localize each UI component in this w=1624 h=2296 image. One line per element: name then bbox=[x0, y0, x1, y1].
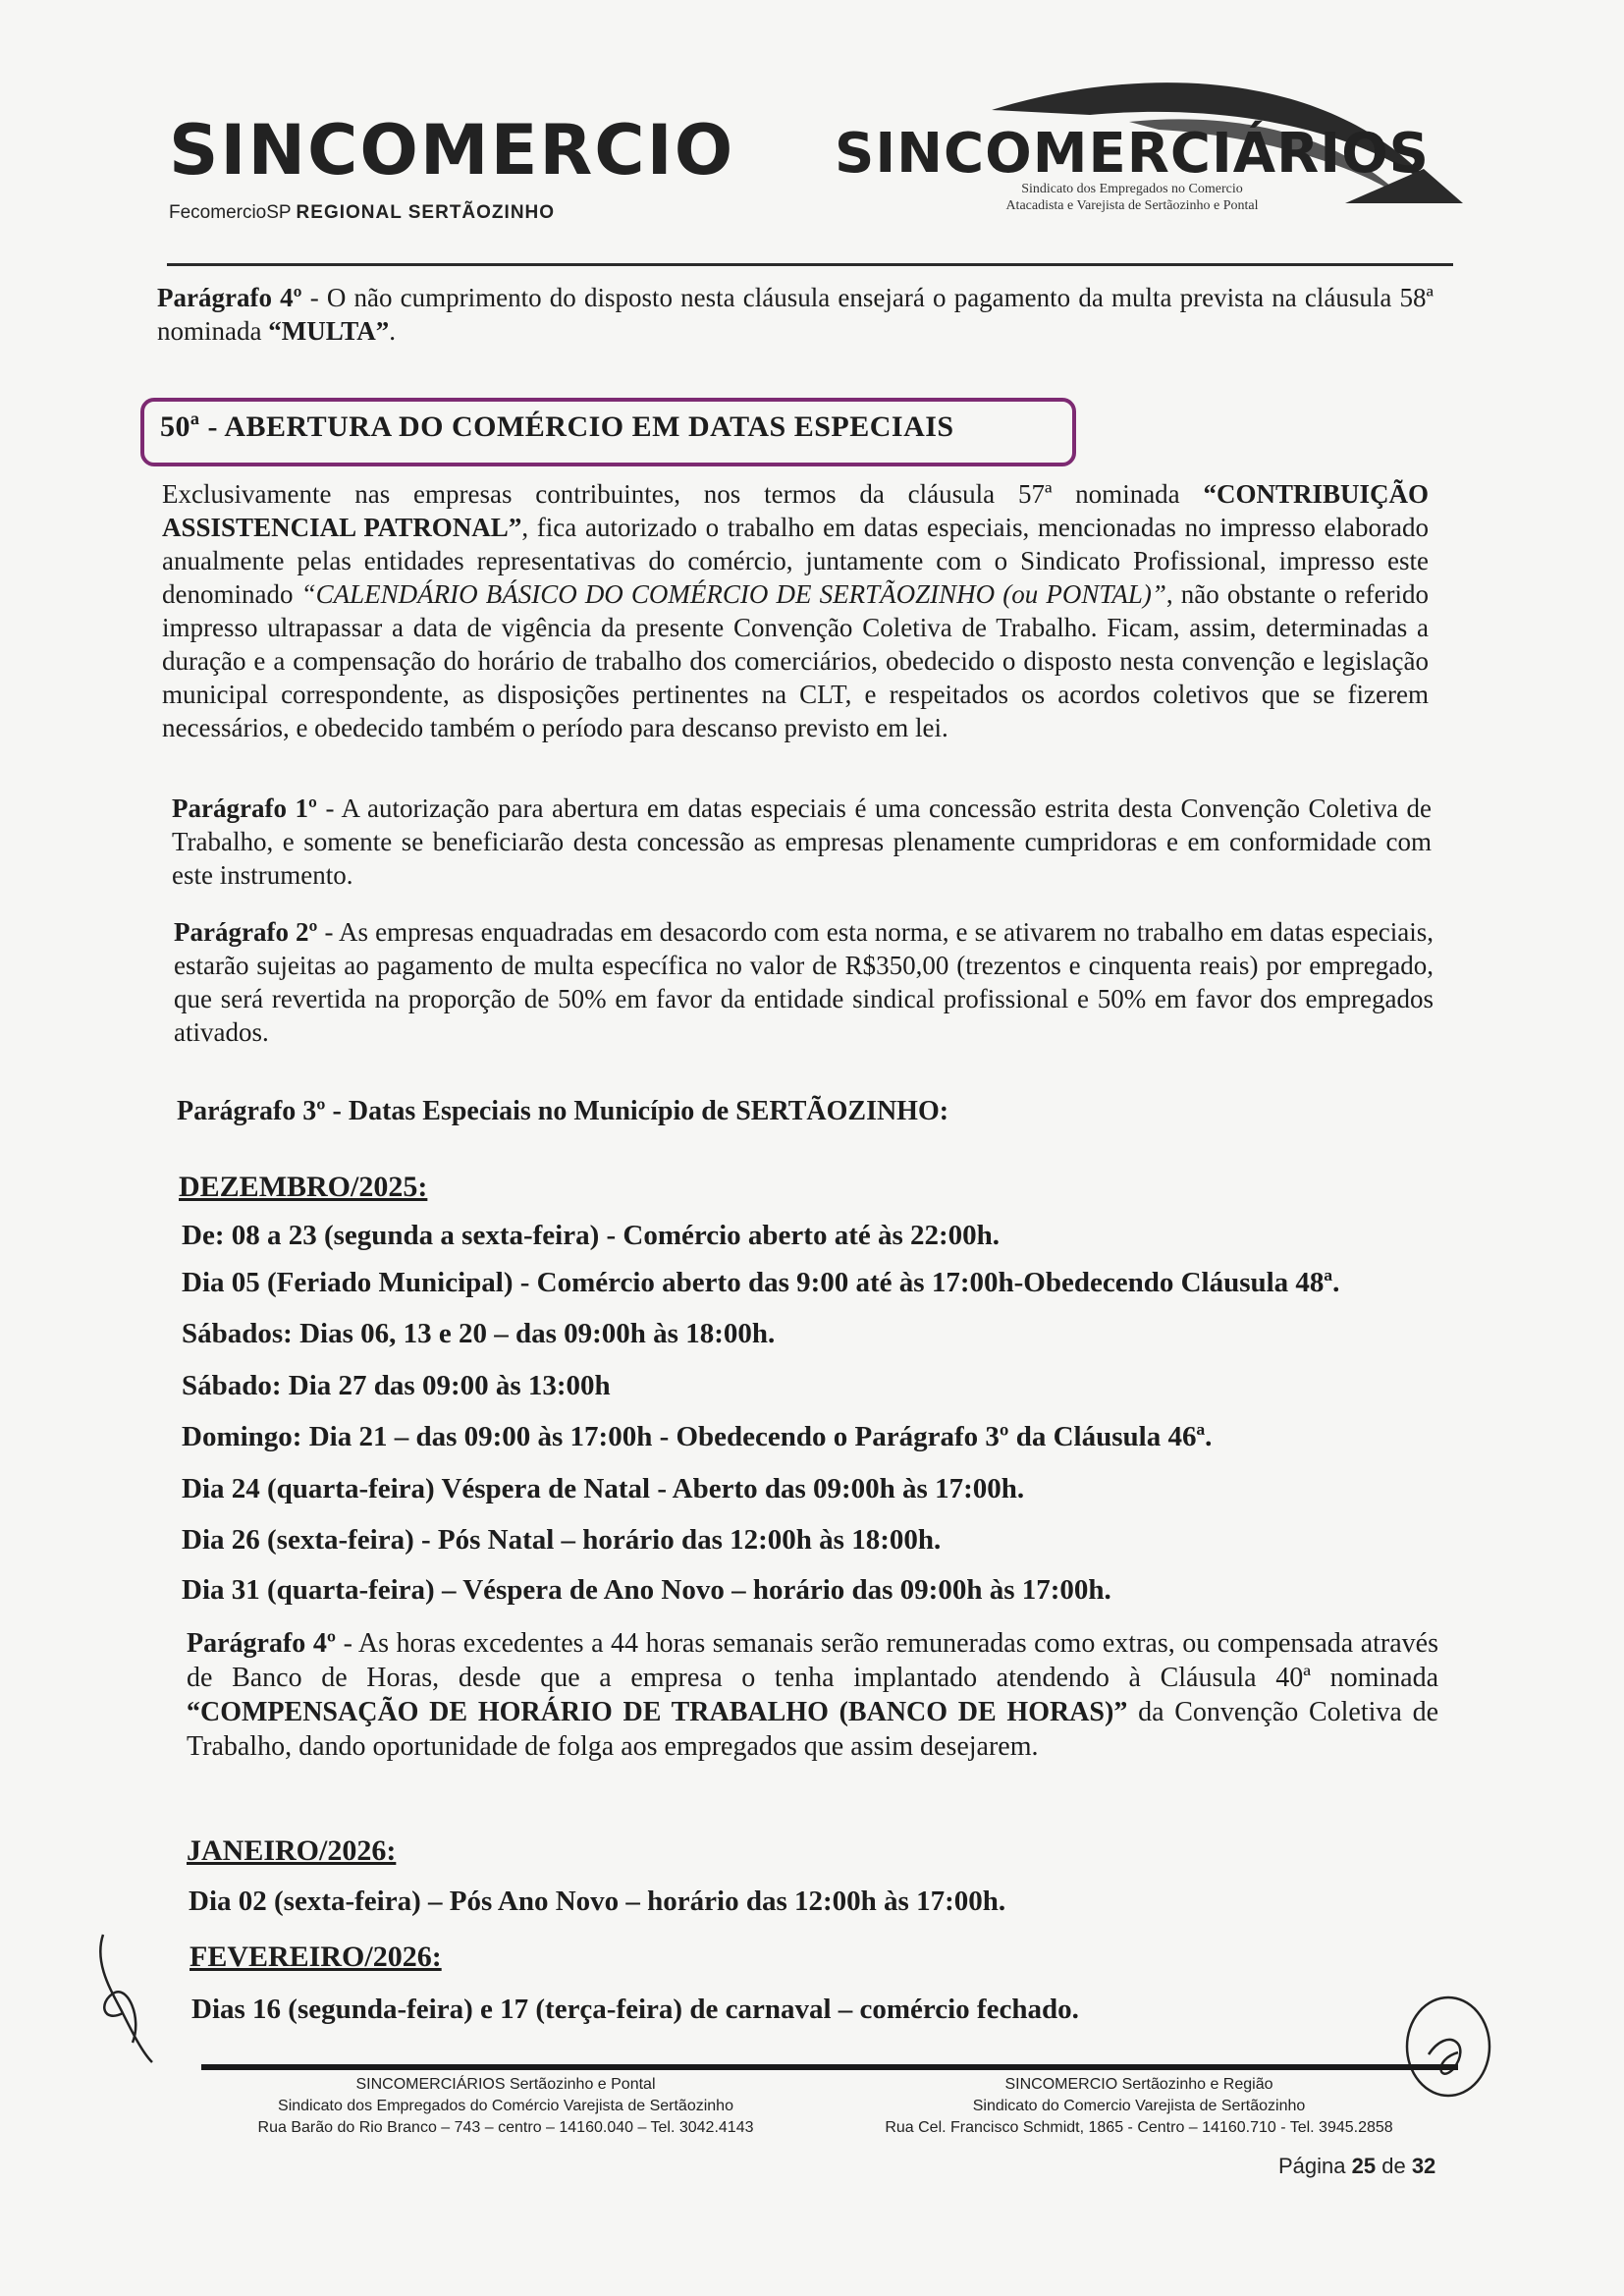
paragraph-1: Parágrafo 1º - A autorização para abertura em datas especiais é uma concessão estrita desta Convenção Coletiva de Trabalho, e somente se beneficiarão desta concessão as empresas plenamente cumpridoras e em conformidade com este instrumento. bbox=[172, 793, 1432, 890]
sincomercio-logo-word: SINCOMERCIO bbox=[169, 110, 735, 191]
december-line: Dia 24 (quarta-feira) Véspera de Natal - Aberto das 09:00h às 17:00h. bbox=[182, 1473, 1025, 1504]
paragraph-4: Parágrafo 4º - As horas excedentes a 44 horas semanais serão remuneradas como extras, ou compensada através de Banco de Horas, desde que a empresa o tenha implantado atendendo à Cláusula 40ª nominada “COMPENSAÇÃO DE HORÁRIO DE TRABALHO (BANCO DE HORAS)” da Convenção Coletiva de Trabalho, dando oportunidade de folga aos empregados que assim desejarem. bbox=[187, 1628, 1438, 1762]
sincomerciarios-logo-subtitle: Sindicato dos Empregados no Comercio Atacadista e Varejista de Sertãozinho e Pontal bbox=[1005, 182, 1259, 213]
sincomercio-logo bbox=[169, 110, 735, 224]
clause-intro-paragraph: Exclusivamente nas empresas contribuintes, nos termos da cláusula 57ª nominada “CONTRIBUIÇÃO ASSISTENCIAL PATRONAL”, fica autorizado o trabalho em datas especiais, mencionadas no impresso elaborado anualmente pelas entidades representativas do comércio, juntamente com o Sindicato Profissional, impresso este denominado “CALENDÁRIO BÁSICO DO COMÉRCIO DE SERTÃOZINHO (ou PONTAL)”, não obstante o referido impresso ultrapassar a data de vigência da presente Convenção Coletiva de Trabalho. Ficam, assim, determinadas a duração e a compensação do horário de trabalho dos comerciários, obedecido o disposto nesta convenção e legislação municipal correspondente, as disposições pertinentes na CLT, e respeitados os acordos coletivos que se fizerem necessários, e obedecido também o período para descanso previsto em lei. bbox=[162, 479, 1430, 742]
sincomerciarios-logo bbox=[835, 61, 1463, 218]
footer-sincomercio-info: SINCOMERCIO Sertãozinho e Região Sindicato do Comercio Varejista de Sertãozinho Rua Cel. Francisco Schmidt, 1865 - Centro – 14160.710 - Tel. 3945.2858 bbox=[885, 2076, 1393, 2136]
footer-sincomerciarios-info: SINCOMERCIÁRIOS Sertãozinho e Pontal Sindicato dos Empregados do Comércio Varejista de Sertãozinho Rua Barão do Rio Branco – 743 – centro – 14160.040 – Tel. 3042.4143 bbox=[257, 2076, 754, 2136]
february-line: Dias 16 (segunda-feira) e 17 (terça-feira) de carnaval – comércio fechado. bbox=[191, 1994, 1079, 2025]
paragraph-3-heading: Parágrafo 3º - Datas Especiais no Município de SERTÃOZINHO: bbox=[177, 1096, 949, 1126]
paragraph-2: Parágrafo 2º - As empresas enquadradas em desacordo com esta norma, e se ativarem no trabalho em datas especiais, estarão sujeitas ao pagamento de multa específica no valor de R$350,00 (trezentos e cinquenta reais) por empregado, que será revertida na proporção de 50% em favor da entidade sindical profissional e 50% em favor dos empregados ativados. bbox=[174, 917, 1434, 1047]
month-heading-december: DEZEMBRO/2025: bbox=[179, 1171, 428, 1203]
footer-divider bbox=[201, 2064, 1458, 2070]
signature-left-icon bbox=[83, 1925, 172, 2072]
december-line: Sábado: Dia 27 das 09:00 às 13:00h bbox=[182, 1370, 611, 1401]
december-line: Dia 31 (quarta-feira) – Véspera de Ano Novo – horário das 09:00h às 17:00h. bbox=[182, 1574, 1111, 1606]
previous-paragraph-4: Parágrafo 4º - O não cumprimento do disposto nesta cláusula ensejará o pagamento da multa prevista na cláusula 58ª nominada “MULTA”. bbox=[157, 283, 1434, 346]
december-line: De: 08 a 23 (segunda a sexta-feira) - Comércio aberto até às 22:00h. bbox=[182, 1220, 1001, 1251]
page-number: Página 25 de 32 bbox=[1278, 2154, 1436, 2178]
sincomercio-logo-subtitle: FecomercioSP REGIONAL SERTÃOZINHO bbox=[169, 202, 556, 223]
december-line: Dia 26 (sexta-feira) - Pós Natal – horário das 12:00h às 18:00h. bbox=[182, 1524, 942, 1556]
clause-title: 50ª - ABERTURA DO COMÉRCIO EM DATAS ESPECIAIS bbox=[160, 410, 954, 443]
header-divider bbox=[167, 263, 1453, 266]
sincomerciarios-logo-word: SINCOMERCIÁRIOS bbox=[835, 122, 1431, 186]
december-line: Dia 05 (Feriado Municipal) - Comércio aberto das 9:00 até às 17:00h-Obedecendo Cláusula 48ª. bbox=[182, 1267, 1340, 1298]
january-line: Dia 02 (sexta-feira) – Pós Ano Novo – horário das 12:00h às 17:00h. bbox=[189, 1886, 1006, 1917]
december-line: Sábados: Dias 06, 13 e 20 – das 09:00h às 18:00h. bbox=[182, 1318, 776, 1349]
december-line: Domingo: Dia 21 – das 09:00 às 17:00h - Obedecendo o Parágrafo 3º da Cláusula 46ª. bbox=[182, 1421, 1213, 1452]
month-heading-february: FEVEREIRO/2026: bbox=[189, 1941, 442, 1973]
month-heading-january: JANEIRO/2026: bbox=[187, 1834, 397, 1867]
